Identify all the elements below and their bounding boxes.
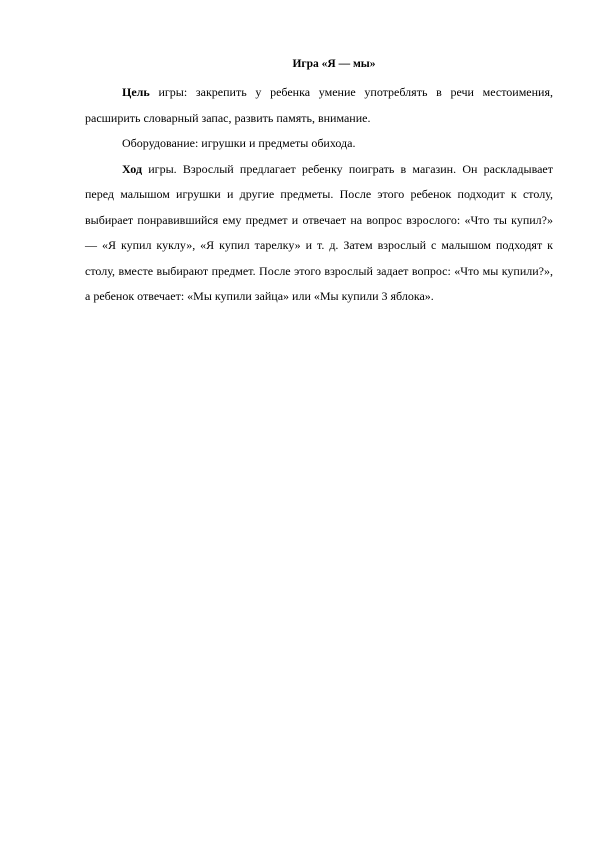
procedure-label: Ход — [122, 161, 143, 176]
goal-text: игры: закрепить у ребенка умение употреблять в речи местоимения, расширить словарный запас, развить память, внимание. — [85, 85, 553, 125]
equipment-paragraph — [85, 131, 553, 157]
document-title: Игра «Я — мы» — [292, 58, 376, 70]
procedure-paragraph — [85, 157, 553, 310]
goal-label: Цель — [122, 85, 150, 99]
goal-paragraph — [85, 80, 553, 131]
procedure-text: игры. Взрослый предлагает ребенку поиграть в магазин. Он раскладывает перед малышом игрушки и другие предметы. После этого ребенок подходит к столу, выбирает понравившийся ему предмет и отвечает на вопрос взрослого: «Что ты купил?» — «Я купил куклу», «Я купил тарелку» и т. д. Затем взрослый с малышом подходят к столу, вместе выбирают предмет. После этого взрослый задает вопрос: «Что мы купили?», а ребенок отвечает: «Мы купили зайца» или «Мы купили 3 яблока». — [85, 161, 553, 303]
equipment-text: Оборудование: игрушки и предметы обихода. — [122, 136, 356, 150]
document-page — [85, 56, 553, 310]
